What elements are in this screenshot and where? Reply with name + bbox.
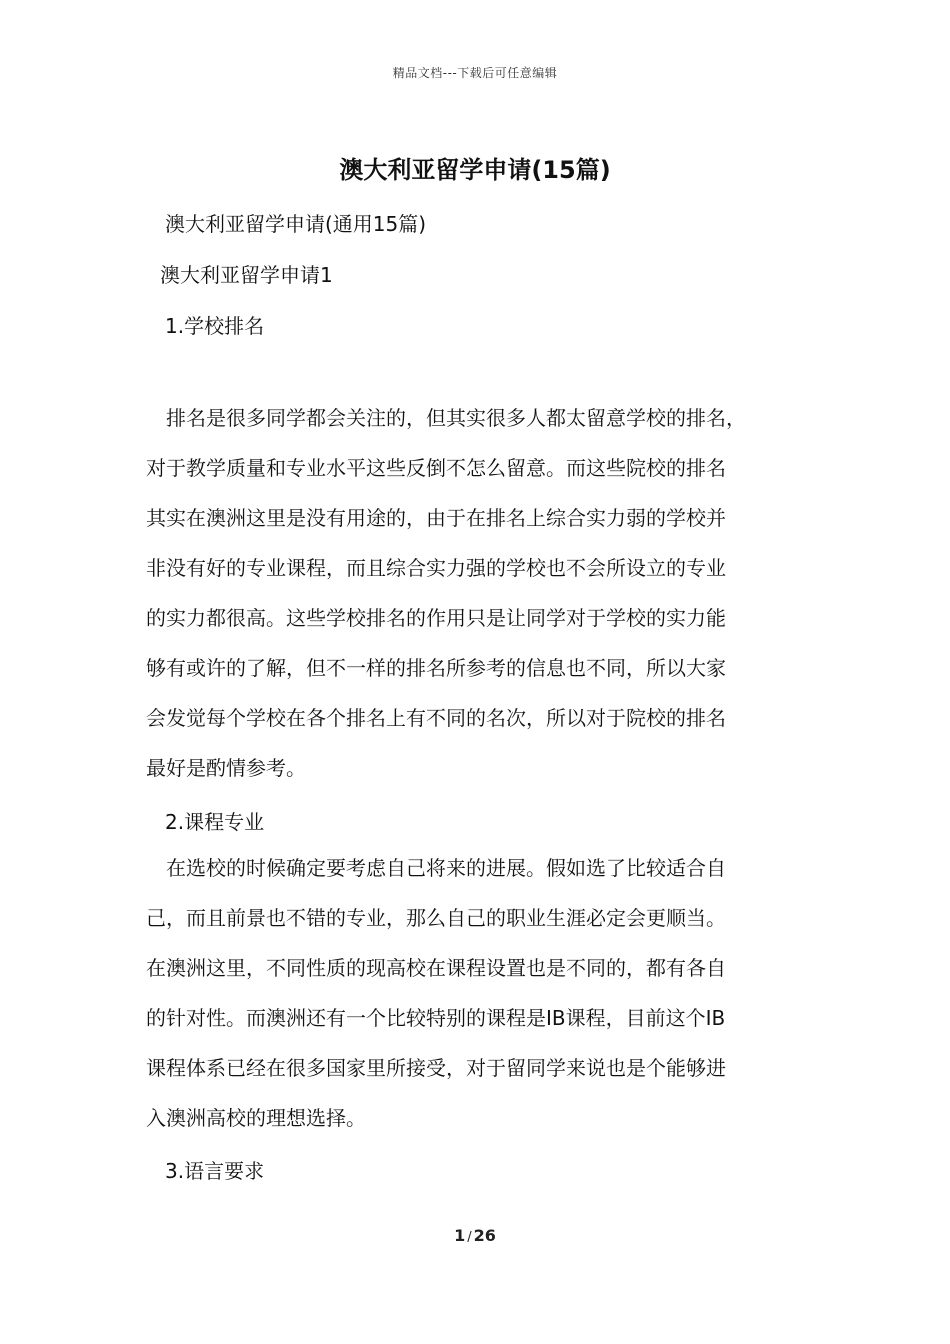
item3-heading: 3.语言要求: [165, 1159, 265, 1183]
paragraph-line: 排名是很多同学都会关注的，但其实很多人都太留意学校的排名，: [166, 406, 746, 430]
page-separator: /: [467, 1230, 472, 1245]
paragraph-line: 对于教学质量和专业水平这些反倒不怎么留意。而这些院校的排名: [146, 456, 726, 480]
item2-heading: 2.课程专业: [165, 810, 265, 834]
paragraph-line: 会发觉每个学校在各个排名上有不同的名次，所以对于院校的排名: [146, 706, 726, 730]
item1-paragraph: [146, 393, 836, 793]
paragraph-line: 在选校的时候确定要考虑自己将来的进展。假如选了比较适合自: [166, 856, 726, 880]
document-subtitle: 澳大利亚留学申请(通用15篇): [165, 212, 427, 236]
paragraph-line: 的实力都很高。这些学校排名的作用只是让同学对于学校的实力能: [146, 606, 726, 630]
page-total: 26: [473, 1226, 496, 1245]
item2-paragraph: [146, 843, 836, 1143]
paragraph-line: 入澳洲高校的理想选择。: [146, 1106, 366, 1130]
paragraph-line: 其实在澳洲这里是没有用途的，由于在排名上综合实力弱的学校并: [146, 506, 726, 530]
section-heading: 澳大利亚留学申请1: [160, 263, 333, 287]
paragraph-line: 课程体系已经在很多国家里所接受，对于留同学来说也是个能够进: [146, 1056, 726, 1080]
document-title: 澳大利亚留学申请(15篇): [339, 156, 611, 184]
paragraph-line: 够有或许的了解，但不一样的排名所参考的信息也不同，所以大家: [146, 656, 726, 680]
page-number: [0, 1226, 950, 1245]
paragraph-line: 的针对性。而澳洲还有一个比较特别的课程是IB课程，目前这个IB: [146, 1006, 726, 1030]
item1-heading: 1.学校排名: [165, 314, 265, 338]
paragraph-line: 己，而且前景也不错的专业，那么自己的职业生涯必定会更顺当。: [146, 906, 726, 930]
paragraph-line: 在澳洲这里，不同性质的现高校在课程设置也是不同的，都有各自: [146, 956, 726, 980]
page-header: 精品文档---下载后可任意编辑: [392, 66, 558, 80]
paragraph-line: 非没有好的专业课程，而且综合实力强的学校也不会所设立的专业: [146, 556, 726, 580]
paragraph-line: 最好是酌情参考。: [146, 756, 306, 780]
page-current: 1: [454, 1226, 466, 1245]
